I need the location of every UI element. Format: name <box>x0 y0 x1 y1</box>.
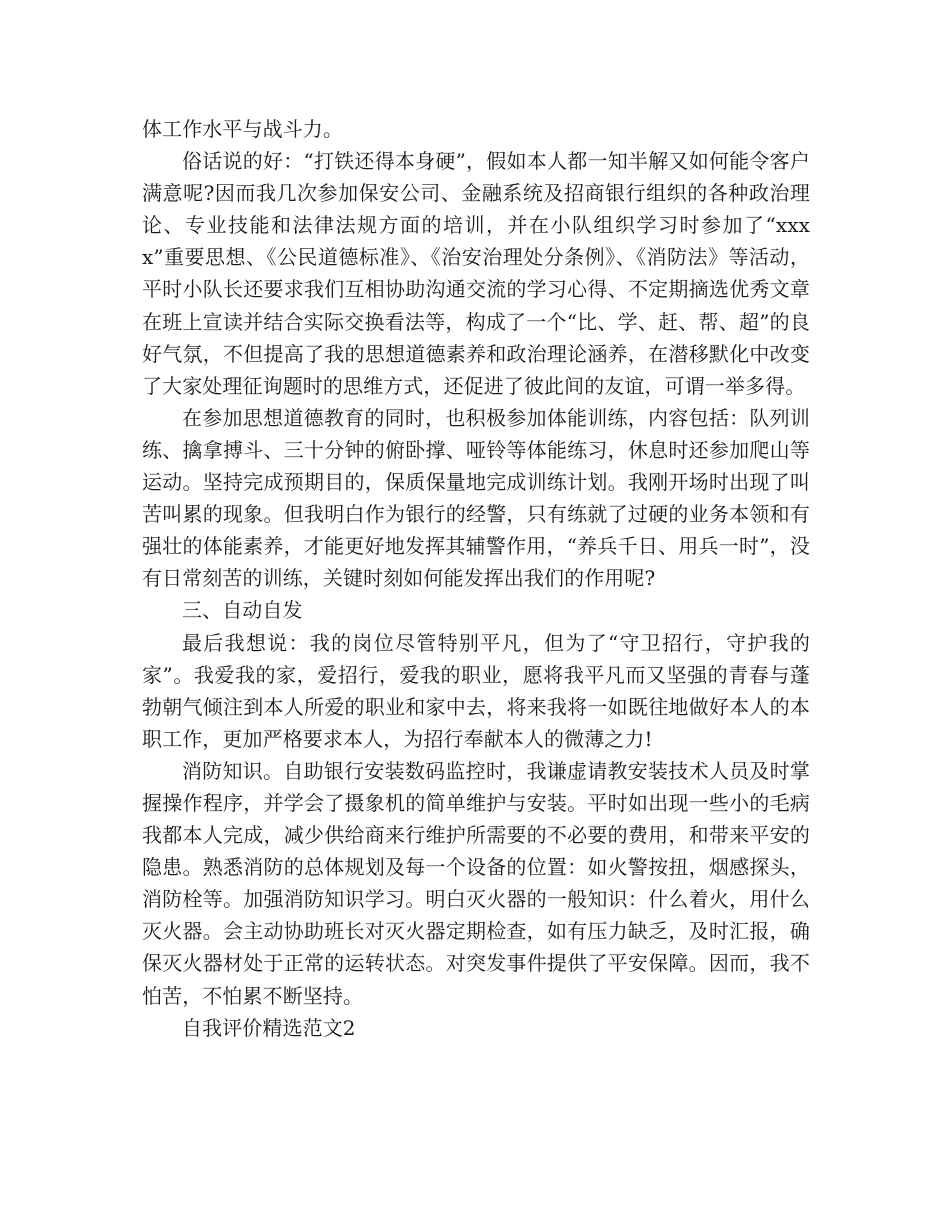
paragraph-physical-training: 在参加思想道德教育的同时，也积极参加体能训练，内容包括：队列训练、擒拿搏斗、三十分钟的俯卧撑、哑铃等体能练习，休息时还参加爬山等运动。坚持完成预期目的，保质保量地完成训练计划。我刚开场时出现了叫苦叫累的现象。但我明白作为银行的经警，只有练就了过硬的业务本领和有强壮的体能素养，才能更好地发挥其辅警作用，“养兵千日、用兵一时”，没有日常刻苦的训练，关键时刻如何能发挥出我们的作用呢? <box>142 405 810 591</box>
paragraph-study-training: 俗话说的好：“打铁还得本身硬”，假如本人都一知半解又如何能令客户满意呢?因而我几次参加保安公司、金融系统及招商银行组织的各种政治理论、专业技能和法律法规方面的培训，并在小队组织学习时参加了“xxxx”重要思想、《公民道德标准》、《治安治理处分条例》、《消防法》等活动，平时小队长还要求我们互相协助沟通交流的学习心得、不定期摘选优秀文章在班上宣读并结合实际交换看法等，构成了一个“比、学、赶、帮、超”的良好气氛，不但提高了我的思想道德素养和政治理论涵养，在潜移默化中改变了大家处理征询题时的思维方式，还促进了彼此间的友谊，可谓一举多得。 <box>142 149 810 398</box>
paragraph-fire-safety: 消防知识。自助银行安装数码监控时，我谦虚请教安装技术人员及时掌握操作程序，并学会了摄象机的简单维护与安装。平时如出现一些小的毛病我都本人完成，减少供给商来行维护所需要的不必要的费用，和带来平安的隐患。熟悉消防的总体规划及每一个设备的位置：如火警按扭，烟感探头，消防栓等。加强消防知识学习。明白灭火器的一般知识：什么着火，用什么灭火器。会主动协助班长对灭火器定期检查，如有压力缺乏，及时汇报，确保灭火器材处于正常的运转状态。对突发事件提供了平安保障。因而，我不怕苦，不怕累不断坚持。 <box>142 758 810 1008</box>
document-body <box>142 113 810 1044</box>
paragraph-continuation: 体工作水平与战斗力。 <box>142 117 343 141</box>
paragraph-conclusion: 最后我想说：我的岗位尽管特别平凡，但为了“守卫招行，守护我的家”。我爱我的家，爱招行，爱我的职业，愿将我平凡而又坚强的青春与蓬勃朝气倾注到本人所爱的职业和家中去，将来我将一如既往地做好本人的本职工作，更加严格要求本人，为招行奉献本人的微薄之力! <box>142 630 810 751</box>
next-article-title: 自我评价精选范文2 <box>182 1015 356 1040</box>
section-heading: 三、自动自发 <box>182 598 303 623</box>
